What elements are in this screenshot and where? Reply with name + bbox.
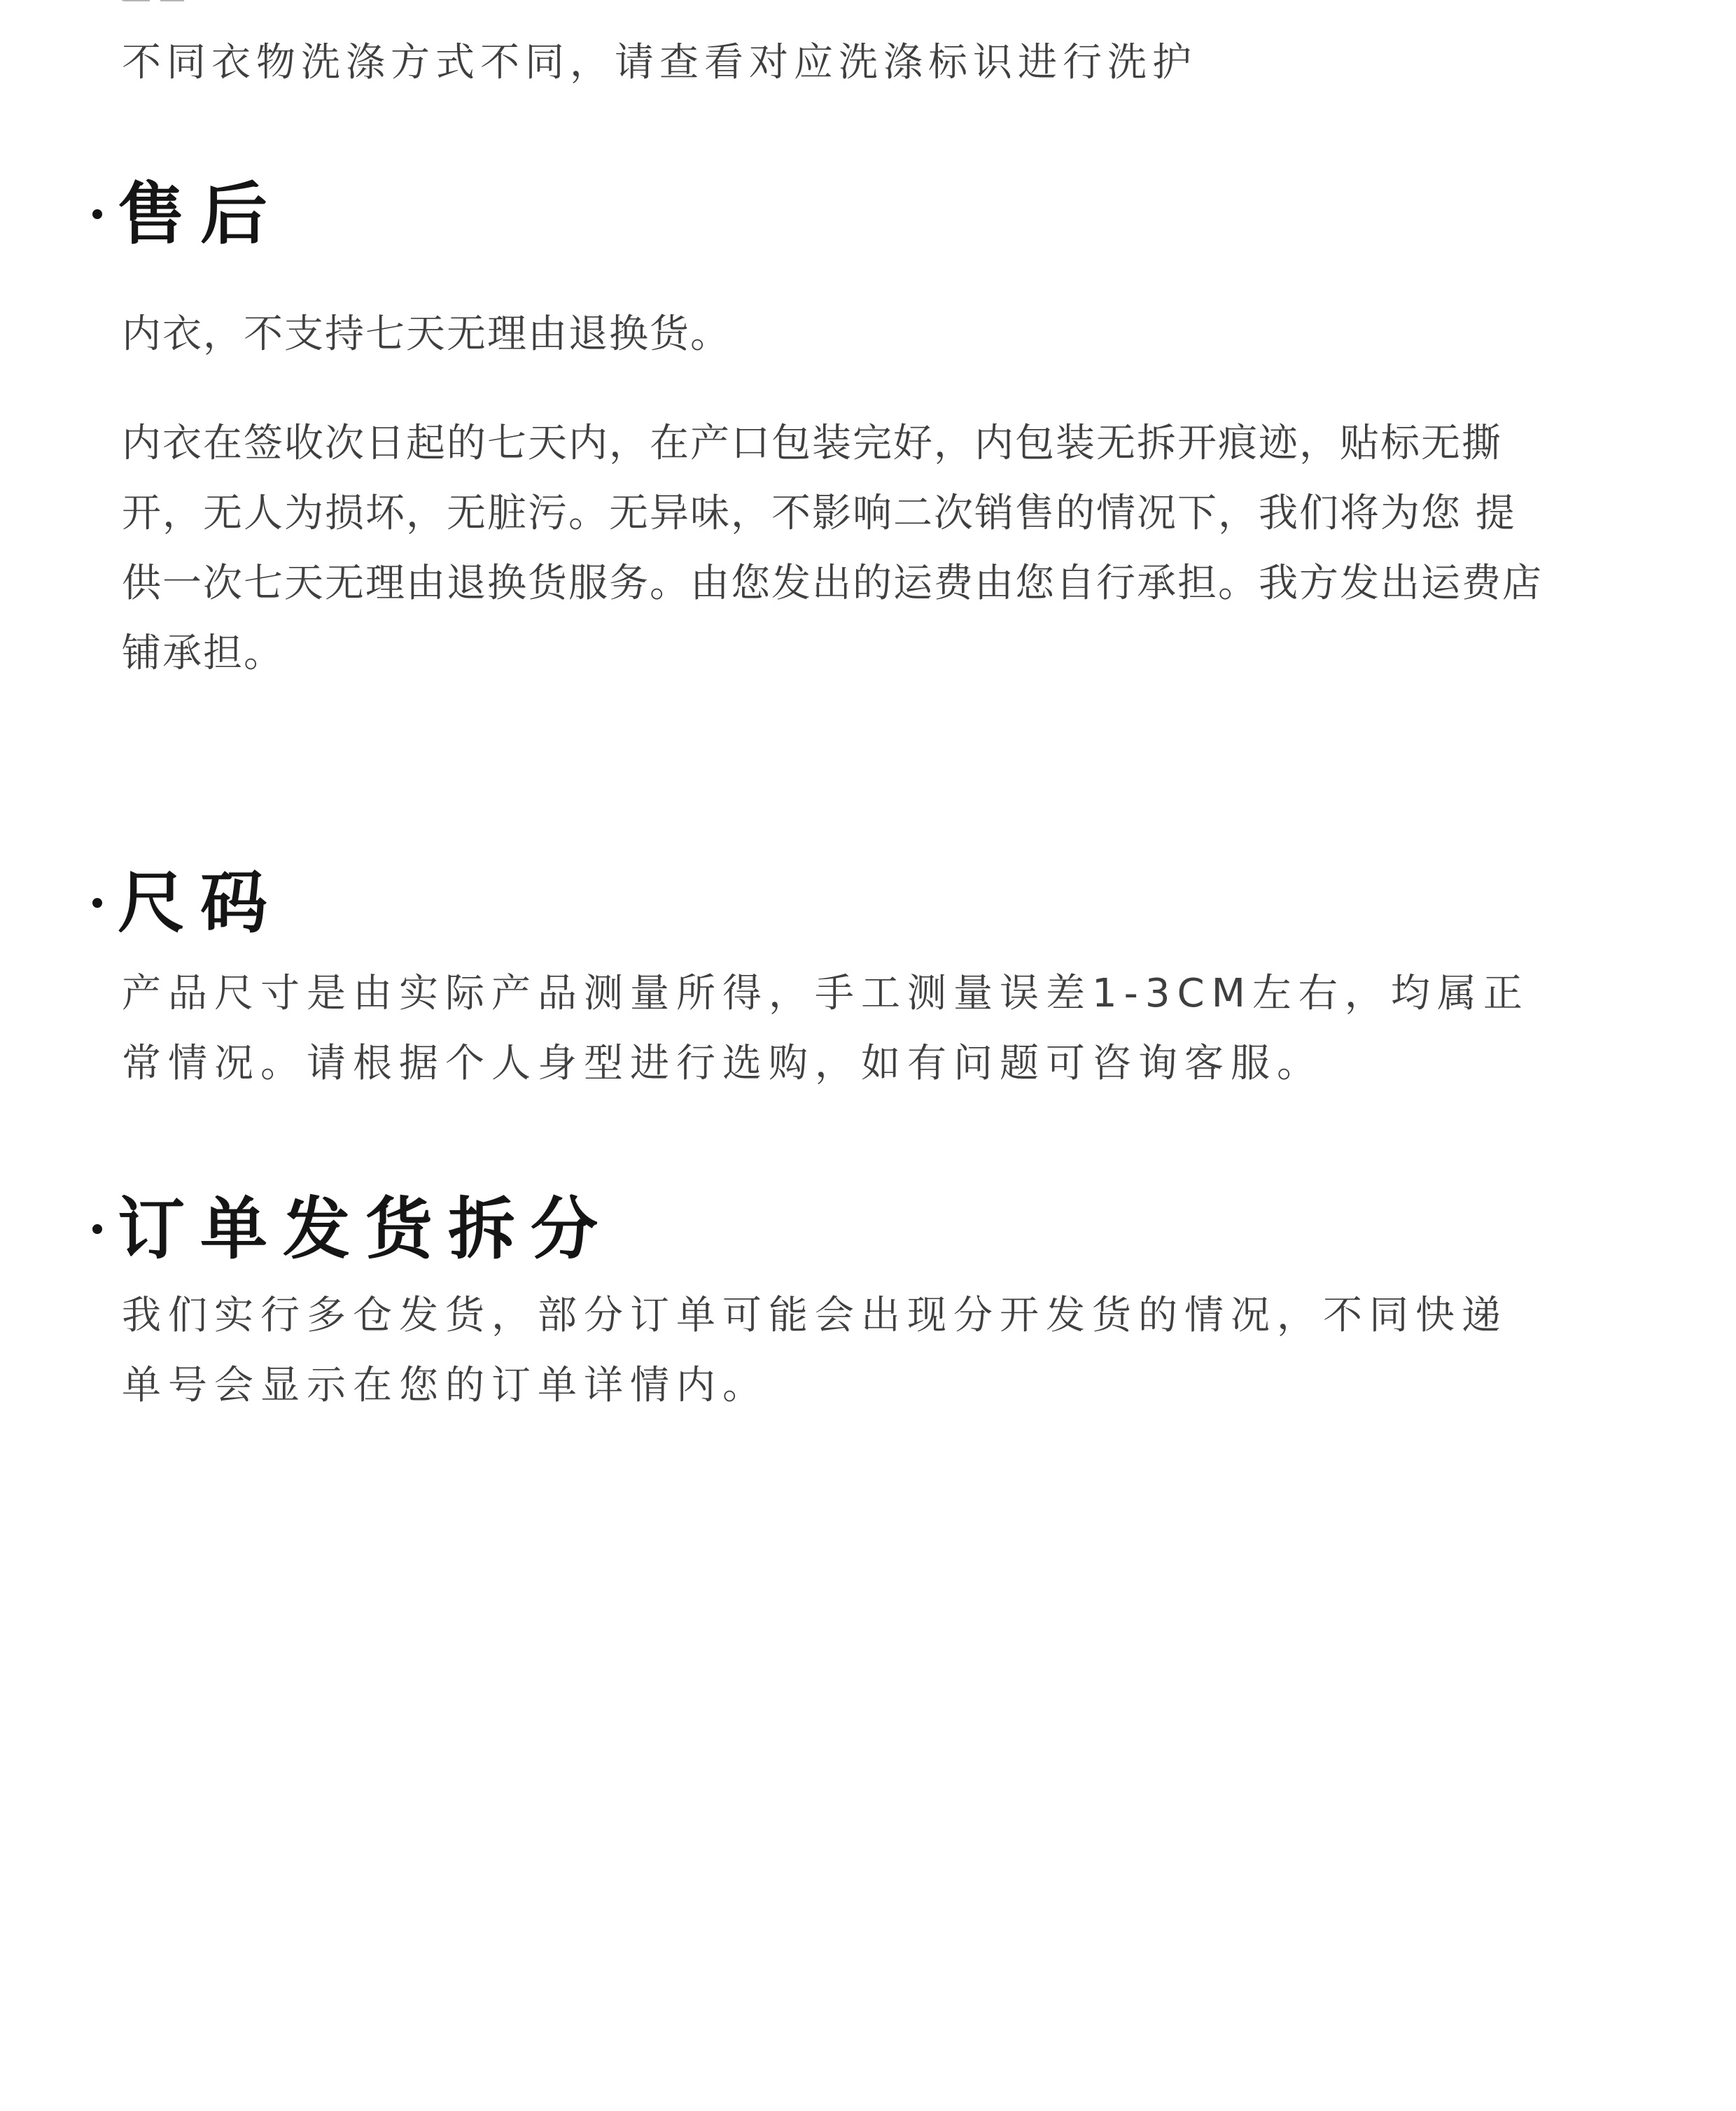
after-sales-heading: [92, 175, 283, 253]
order-split-paragraph: 我们实行多仓发货，部分订单可能会出现分开发货的情况，不同快递单号会显示在您的订单详情内。: [122, 1293, 1508, 1408]
size-paragraph: 产品尺寸是由实际产品测量所得，手工测量误差1-3CM左右，均属正常情况。请根据个人身型进行选购，如有问题可咨询客服。: [122, 971, 1530, 1086]
bullet-icon: [92, 1224, 102, 1234]
bullet-icon: [92, 898, 102, 908]
bullet-icon: [92, 209, 102, 219]
size-heading: [92, 864, 283, 942]
size-title: 尺码: [118, 864, 283, 942]
order-split-title: 订单发货拆分: [118, 1190, 613, 1268]
after-sales-paragraph-2: 内衣在签收次日起的七天内，在产口包装完好，内包装无拆开痕迹，贴标无撕开，无人为损坏，无脏污。无异味，不影响二次销售的情况下，我们将为您 提供一次七天无理由退换货服务。由您发出的运费由您自行承担。我方发出运费店铺承担。: [122, 421, 1543, 676]
order-split-heading: [92, 1190, 613, 1268]
cropped-heading-glyphs: [120, 0, 253, 1]
after-sales-paragraph-1: 内衣，不支持七天无理由退换货。: [122, 311, 731, 357]
cropped-heading-fragment: [120, 0, 274, 7]
after-sales-title: 售后: [118, 175, 283, 253]
washing-text: 不同衣物洗涤方式不同，请查看对应洗涤标识进行洗护: [122, 40, 1197, 85]
